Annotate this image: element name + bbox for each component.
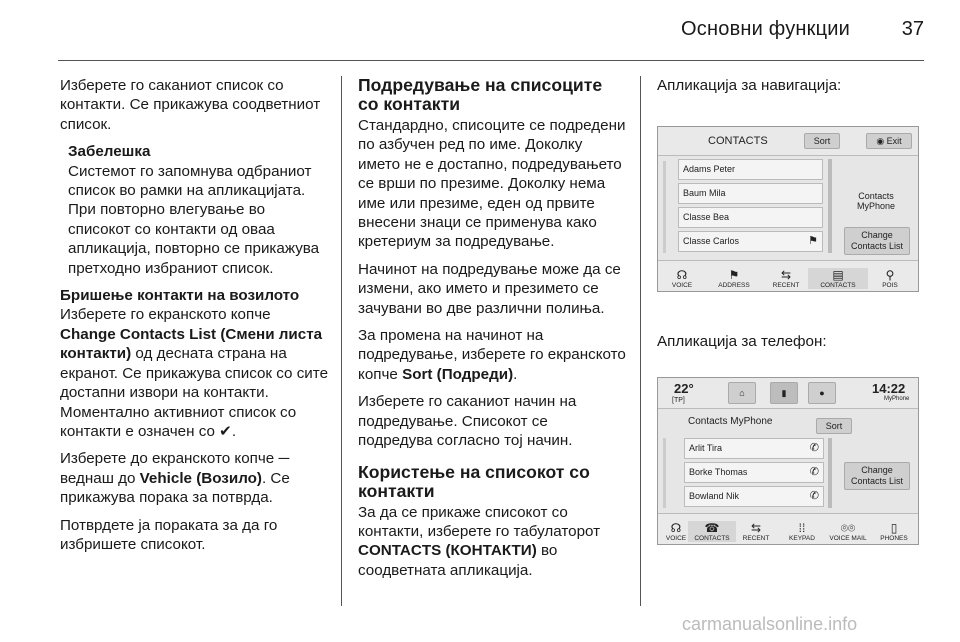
heading-sort: Подредување на списоците со контакти <box>358 75 603 114</box>
paragraph: Начинот на подредување може да се измени, ако името и презимето се зачувани во две различни полиња. <box>358 260 621 317</box>
screen-title: Contacts MyPhone <box>688 416 773 427</box>
traffic-program-indicator: [TP] <box>672 397 685 404</box>
status-bar <box>658 378 918 409</box>
scrollbar[interactable] <box>828 159 832 253</box>
back-icon: ◉ <box>876 136 887 146</box>
tab-label: VOICE MAIL <box>829 535 867 542</box>
paragraph <box>60 449 330 507</box>
temperature: 22° <box>674 381 694 396</box>
tab-label: PHONES <box>880 535 908 542</box>
keypad-icon: ⁞⁞ <box>798 521 806 535</box>
bottom-tab-bar <box>658 513 918 544</box>
recent-icon: ⇆ <box>750 521 762 535</box>
contacts-icon: ☎ <box>704 521 720 535</box>
text: Изберете до екранското копче ─ веднаш до <box>60 450 290 487</box>
sort-button[interactable]: Sort <box>804 133 840 149</box>
tab-contacts[interactable] <box>808 268 868 289</box>
paragraph: Изберете го саканиот список со контакти. Се прикажува соодветниот список. <box>60 77 321 133</box>
text: . <box>231 422 237 440</box>
voicemail-icon: ⌾⌾ <box>840 521 856 535</box>
column-divider <box>341 76 342 606</box>
column-divider <box>640 76 641 606</box>
recent-icon: ⇆ <box>780 268 792 282</box>
button-label-vehicle: Vehicle (Возило) <box>139 469 262 487</box>
tab-recent[interactable] <box>756 268 816 289</box>
contact-row[interactable]: Classe Bea <box>678 207 823 228</box>
tab-label: ADDRESS <box>718 282 750 289</box>
text: За промена на начинот на подредување, изберете го екранското копче <box>358 327 626 383</box>
phone-icon[interactable]: ✆ <box>809 490 819 502</box>
tab-label: RECENT <box>772 282 800 289</box>
column-1 <box>60 76 330 562</box>
alphabet-index[interactable] <box>663 161 666 253</box>
sort-button[interactable]: Sort <box>816 418 852 434</box>
scrollbar[interactable] <box>828 438 832 508</box>
active-list-label: Contacts MyPhone <box>856 191 896 211</box>
paragraph <box>358 503 626 581</box>
contact-name: Borke Thomas <box>689 467 748 477</box>
address-flag-icon: ⚑ <box>728 268 740 282</box>
button-label-sort: Sort (Подреди) <box>402 365 514 383</box>
note <box>60 142 330 278</box>
contact-name: Classe Carlos <box>683 236 740 246</box>
poi-icon: ⚲ <box>885 268 895 282</box>
watermark: carmanualsonline.info <box>682 614 858 634</box>
contact-row[interactable] <box>678 231 823 252</box>
phones-icon: ▯ <box>890 521 898 535</box>
header-rule <box>58 60 924 61</box>
tab-label: POIS <box>882 282 898 289</box>
voice-icon: ☊ <box>670 521 682 535</box>
tab-label: VOICE <box>671 282 693 289</box>
navigation-contacts-screen <box>657 126 919 292</box>
tab-recent[interactable] <box>732 521 780 542</box>
phone-contacts-screen <box>657 377 919 545</box>
page-number: 37 <box>901 18 924 40</box>
tab-label: CONTACTS <box>820 282 856 289</box>
contact-name: Bowland Nik <box>689 491 740 501</box>
paragraph: Потврдете ја пораката за да го избришете списокот. <box>60 516 278 553</box>
text: Изберете го екранското копче <box>60 306 271 324</box>
app-tab-phone[interactable] <box>770 382 798 404</box>
contact-row[interactable]: Baum Mila <box>678 183 823 204</box>
exit-button[interactable] <box>866 133 912 149</box>
tab-label: CONTACTS <box>694 535 730 542</box>
paragraph: Изберете го саканиот начин на подредување. Списокот се подредува согласно тој начин. <box>358 393 577 450</box>
change-contacts-list-button[interactable]: Change Contacts List <box>844 227 910 255</box>
change-contacts-list-button[interactable]: Change Contacts List <box>844 462 910 490</box>
subheading-delete: Бришење контакти на возилото <box>60 287 300 305</box>
note-text: Системот го запомнува одбраниот список во рамки на апликацијата. При повторно влегување во списокот со контакти од оваа апликација, повторно се прикажува претходно избраниот список. <box>68 162 320 277</box>
tab-label: VOICE <box>665 535 687 542</box>
phone-icon[interactable]: ✆ <box>809 466 819 478</box>
button-label-change-list: Change Contacts List (Смени листа контакти) <box>60 325 323 363</box>
contact-name: Arlit Tira <box>689 443 723 453</box>
tab-label: KEYPAD <box>789 535 815 542</box>
text: во соодветната апликација. <box>358 542 558 579</box>
caption-navigation: Апликација за навигација: <box>657 77 842 94</box>
tab-pois[interactable] <box>860 268 919 289</box>
screen-title: CONTACTS <box>708 135 768 147</box>
app-tab-navigation[interactable] <box>728 382 756 404</box>
tab-keypad[interactable] <box>778 521 826 542</box>
text: . <box>513 365 518 383</box>
contact-row[interactable] <box>684 462 824 483</box>
paragraph: Стандардно, списоците се подредени по азбучен ред по име. Доколку името не е достапно, подредувањето се врши по презиме. Доколку нема име или презиме, еден од првите внесени знаци се применува како кретериум за подредување. <box>358 117 626 251</box>
page-header-title: Основни функции <box>681 18 850 40</box>
tab-phones[interactable] <box>870 521 918 542</box>
exit-label: Exit <box>886 136 902 146</box>
paragraph <box>60 305 330 441</box>
alphabet-index[interactable] <box>663 438 666 508</box>
tab-label: RECENT <box>742 535 770 542</box>
tab-voice-mail[interactable] <box>824 521 872 542</box>
tab-label-contacts: CONTACTS (КОНТАКТИ) <box>358 542 537 560</box>
carrier-name: MyPhone <box>884 396 910 402</box>
bottom-tab-bar <box>658 260 918 291</box>
navigation-icon: ⌂ <box>739 388 745 398</box>
voice-icon: ☊ <box>676 268 688 282</box>
phone-app-icon: ▮ <box>781 388 787 398</box>
phone-icon[interactable]: ✆ <box>809 442 819 454</box>
column-2 <box>358 76 626 588</box>
note-title: Забелешка <box>68 143 151 161</box>
text: од десната страна на екранот. Се прикажува список со сите достапни извори на контакти. Моментално активниот список со контакти е означен со <box>60 345 329 440</box>
checkmark-icon: ✔ <box>219 422 232 440</box>
clock: 14:22 <box>872 381 906 396</box>
heading-use: Користење на списокот со контакти <box>358 461 590 501</box>
destination-flag-icon: ⚑ <box>808 235 818 247</box>
text: . Се прикажува порака за потврда. <box>60 469 290 507</box>
tab-address[interactable] <box>704 268 764 289</box>
contact-row[interactable]: Adams Peter <box>678 159 823 180</box>
screen-title-bar <box>658 127 918 156</box>
tab-contacts[interactable] <box>688 521 736 542</box>
app-tab-info[interactable] <box>808 382 836 404</box>
caption-phone: Апликација за телефон: <box>657 333 827 350</box>
contact-row[interactable] <box>684 438 824 459</box>
text: За да се прикаже списокот со контакти, изберете го табулаторот <box>358 503 601 540</box>
contacts-icon: ▤ <box>832 268 844 282</box>
info-icon: ● <box>819 388 825 398</box>
paragraph <box>358 326 626 384</box>
contact-row[interactable] <box>684 486 824 507</box>
